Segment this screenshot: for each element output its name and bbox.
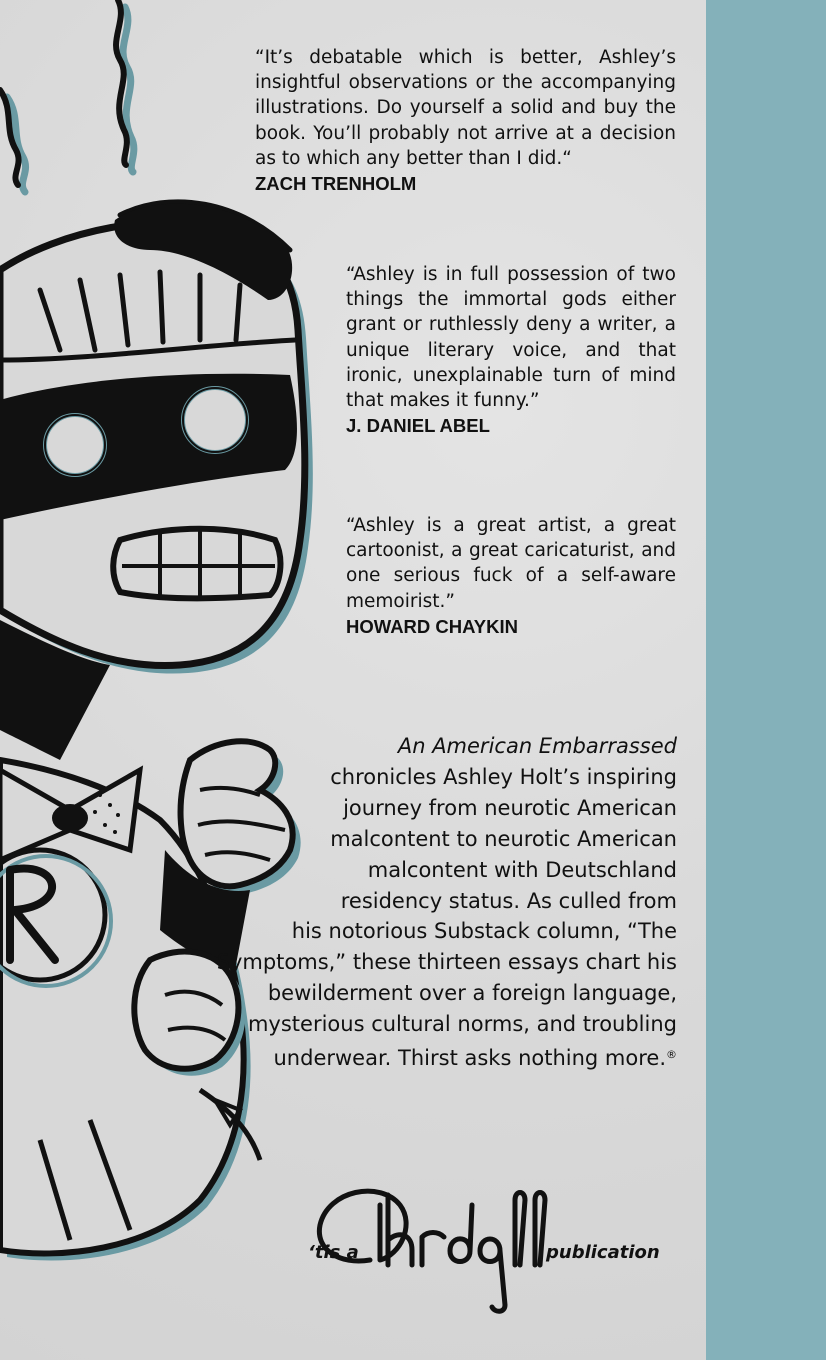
description-line: journey from neurotic American	[343, 795, 677, 820]
description-line: malcontent with Deutschland	[367, 857, 677, 882]
description-line: underwear. Thirst asks nothing more.	[273, 1046, 666, 1071]
publisher-mark	[300, 1165, 660, 1315]
description-line: residency status. As culled from	[340, 888, 677, 913]
quote-attribution: ZACH TRENHOLM	[255, 173, 417, 195]
description-line: mysterious cultural norms, and troubling	[247, 1012, 677, 1037]
quote-block-chaykin	[346, 513, 676, 639]
cartoon-character-icon	[0, 0, 330, 1360]
publisher-suffix: publication	[546, 1242, 660, 1263]
quote-block-abel	[346, 262, 676, 438]
phrdqll-logo-icon	[300, 1165, 660, 1315]
description-line: his notorious Substack column, “The	[291, 919, 677, 944]
publisher-prefix: ‘tis a	[308, 1242, 359, 1263]
quote-text: “It’s debatable which is better, Ashley’s insightful observations or the accompanying illustrations. Do yourself a solid and buy the book. You’ll probably not arrive at a decision as to which any better than I did.“	[255, 47, 676, 169]
quote-attribution: HOWARD CHAYKIN	[346, 615, 518, 637]
spine-color-band	[706, 0, 826, 1360]
description-line: Symptoms,” these thirteen essays chart his	[216, 950, 677, 975]
quote-text: “Ashley is in full possession of two things the immortal gods either grant or ruthlessly deny a writer, a unique literary voice, and that ironic, unexplainable turn of mind that makes it funny.”	[346, 264, 676, 412]
quote-attribution: J. DANIEL ABEL	[346, 415, 490, 437]
book-title: An American Embarrassed	[397, 734, 677, 758]
description-line: chronicles Ashley Holt’s inspiring	[330, 764, 677, 789]
book-description	[215, 731, 677, 1074]
description-line: bewilderment over a foreign language,	[267, 981, 677, 1006]
quote-text: “Ashley is a great artist, a great cartoonist, a great caricaturist, and one serious fuck of a self-aware memoirist.”	[346, 515, 676, 612]
description-line-last	[215, 1040, 677, 1074]
registered-mark: ®	[666, 1048, 677, 1062]
description-line: malcontent to neurotic American	[330, 826, 677, 851]
quote-block-trenholm	[255, 45, 676, 196]
